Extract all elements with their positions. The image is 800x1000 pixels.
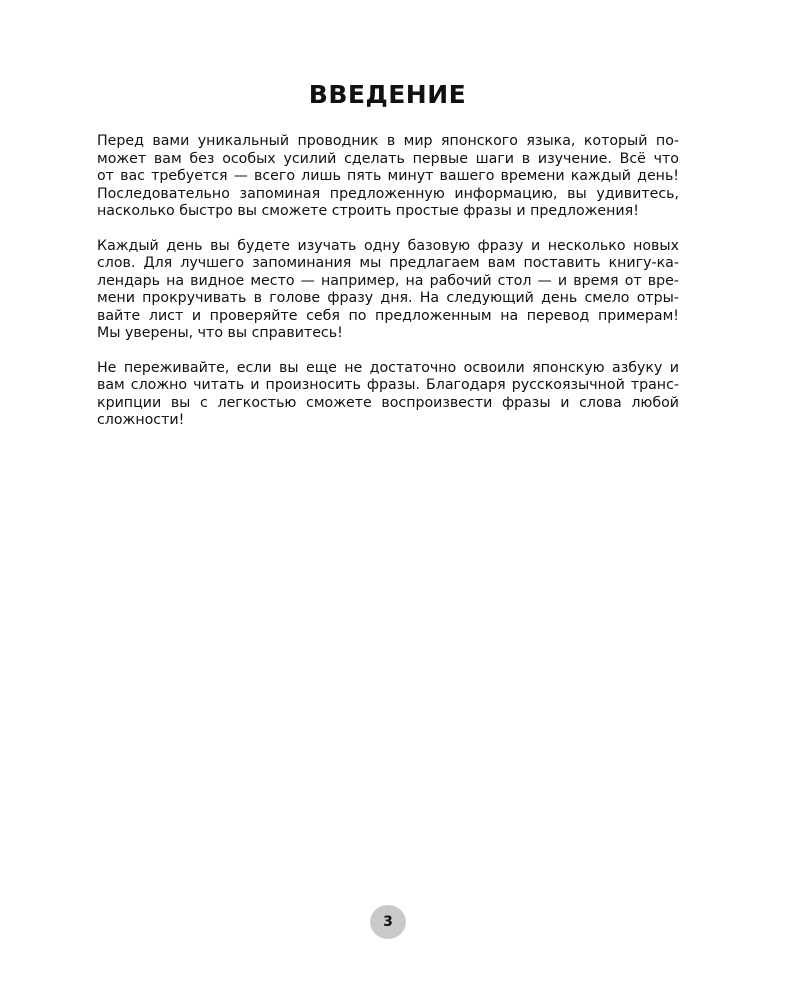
page-title: ВВЕДЕНИЕ <box>308 80 467 109</box>
text-line: сложности! <box>97 412 185 428</box>
text-line: насколько быстро вы сможете строить простые фразы и предложения! <box>97 203 639 219</box>
text-line: слов. Для лучшего запоминания мы предлагаем вам поставить книгу-ка- <box>97 255 679 271</box>
paragraph-2 <box>97 238 679 343</box>
text-line: лендарь на видное место — например, на рабочий стол — и время от вре- <box>97 272 679 289</box>
paragraph-3 <box>97 360 679 430</box>
text-line: крипции вы с легкостью сможете воспроизвести фразы и слова любой <box>97 394 679 411</box>
text-line: Последовательно запоминая предложенную информацию, вы удивитесь, <box>97 185 679 202</box>
paragraph-1 <box>97 133 679 221</box>
body-text <box>97 133 679 447</box>
text-line: Не переживайте, если вы еще не достаточно освоили японскую азбуку и <box>97 359 679 376</box>
text-line: от вас требуется — всего лишь пять минут вашего времени каждый день! <box>97 168 679 184</box>
text-line: Перед вами уникальный проводник в мир японского языка, который по- <box>97 133 679 149</box>
text-line: Мы уверены, что вы справитесь! <box>97 325 343 341</box>
text-line: вам сложно читать и произносить фразы. Благодаря русскоязычной транс- <box>97 377 679 393</box>
text-line: Каждый день вы будете изучать одну базовую фразу и несколько новых <box>97 237 679 254</box>
page-number-badge: 3 <box>370 905 406 939</box>
text-line: может вам без особых усилий сделать первые шаги в изучение. Всё что <box>97 150 679 167</box>
text-line: вайте лист и проверяйте себя по предложенным на перевод примерам! <box>97 307 679 324</box>
text-line: мени прокручивать в голове фразу дня. На следующий день смело отры- <box>97 290 679 306</box>
